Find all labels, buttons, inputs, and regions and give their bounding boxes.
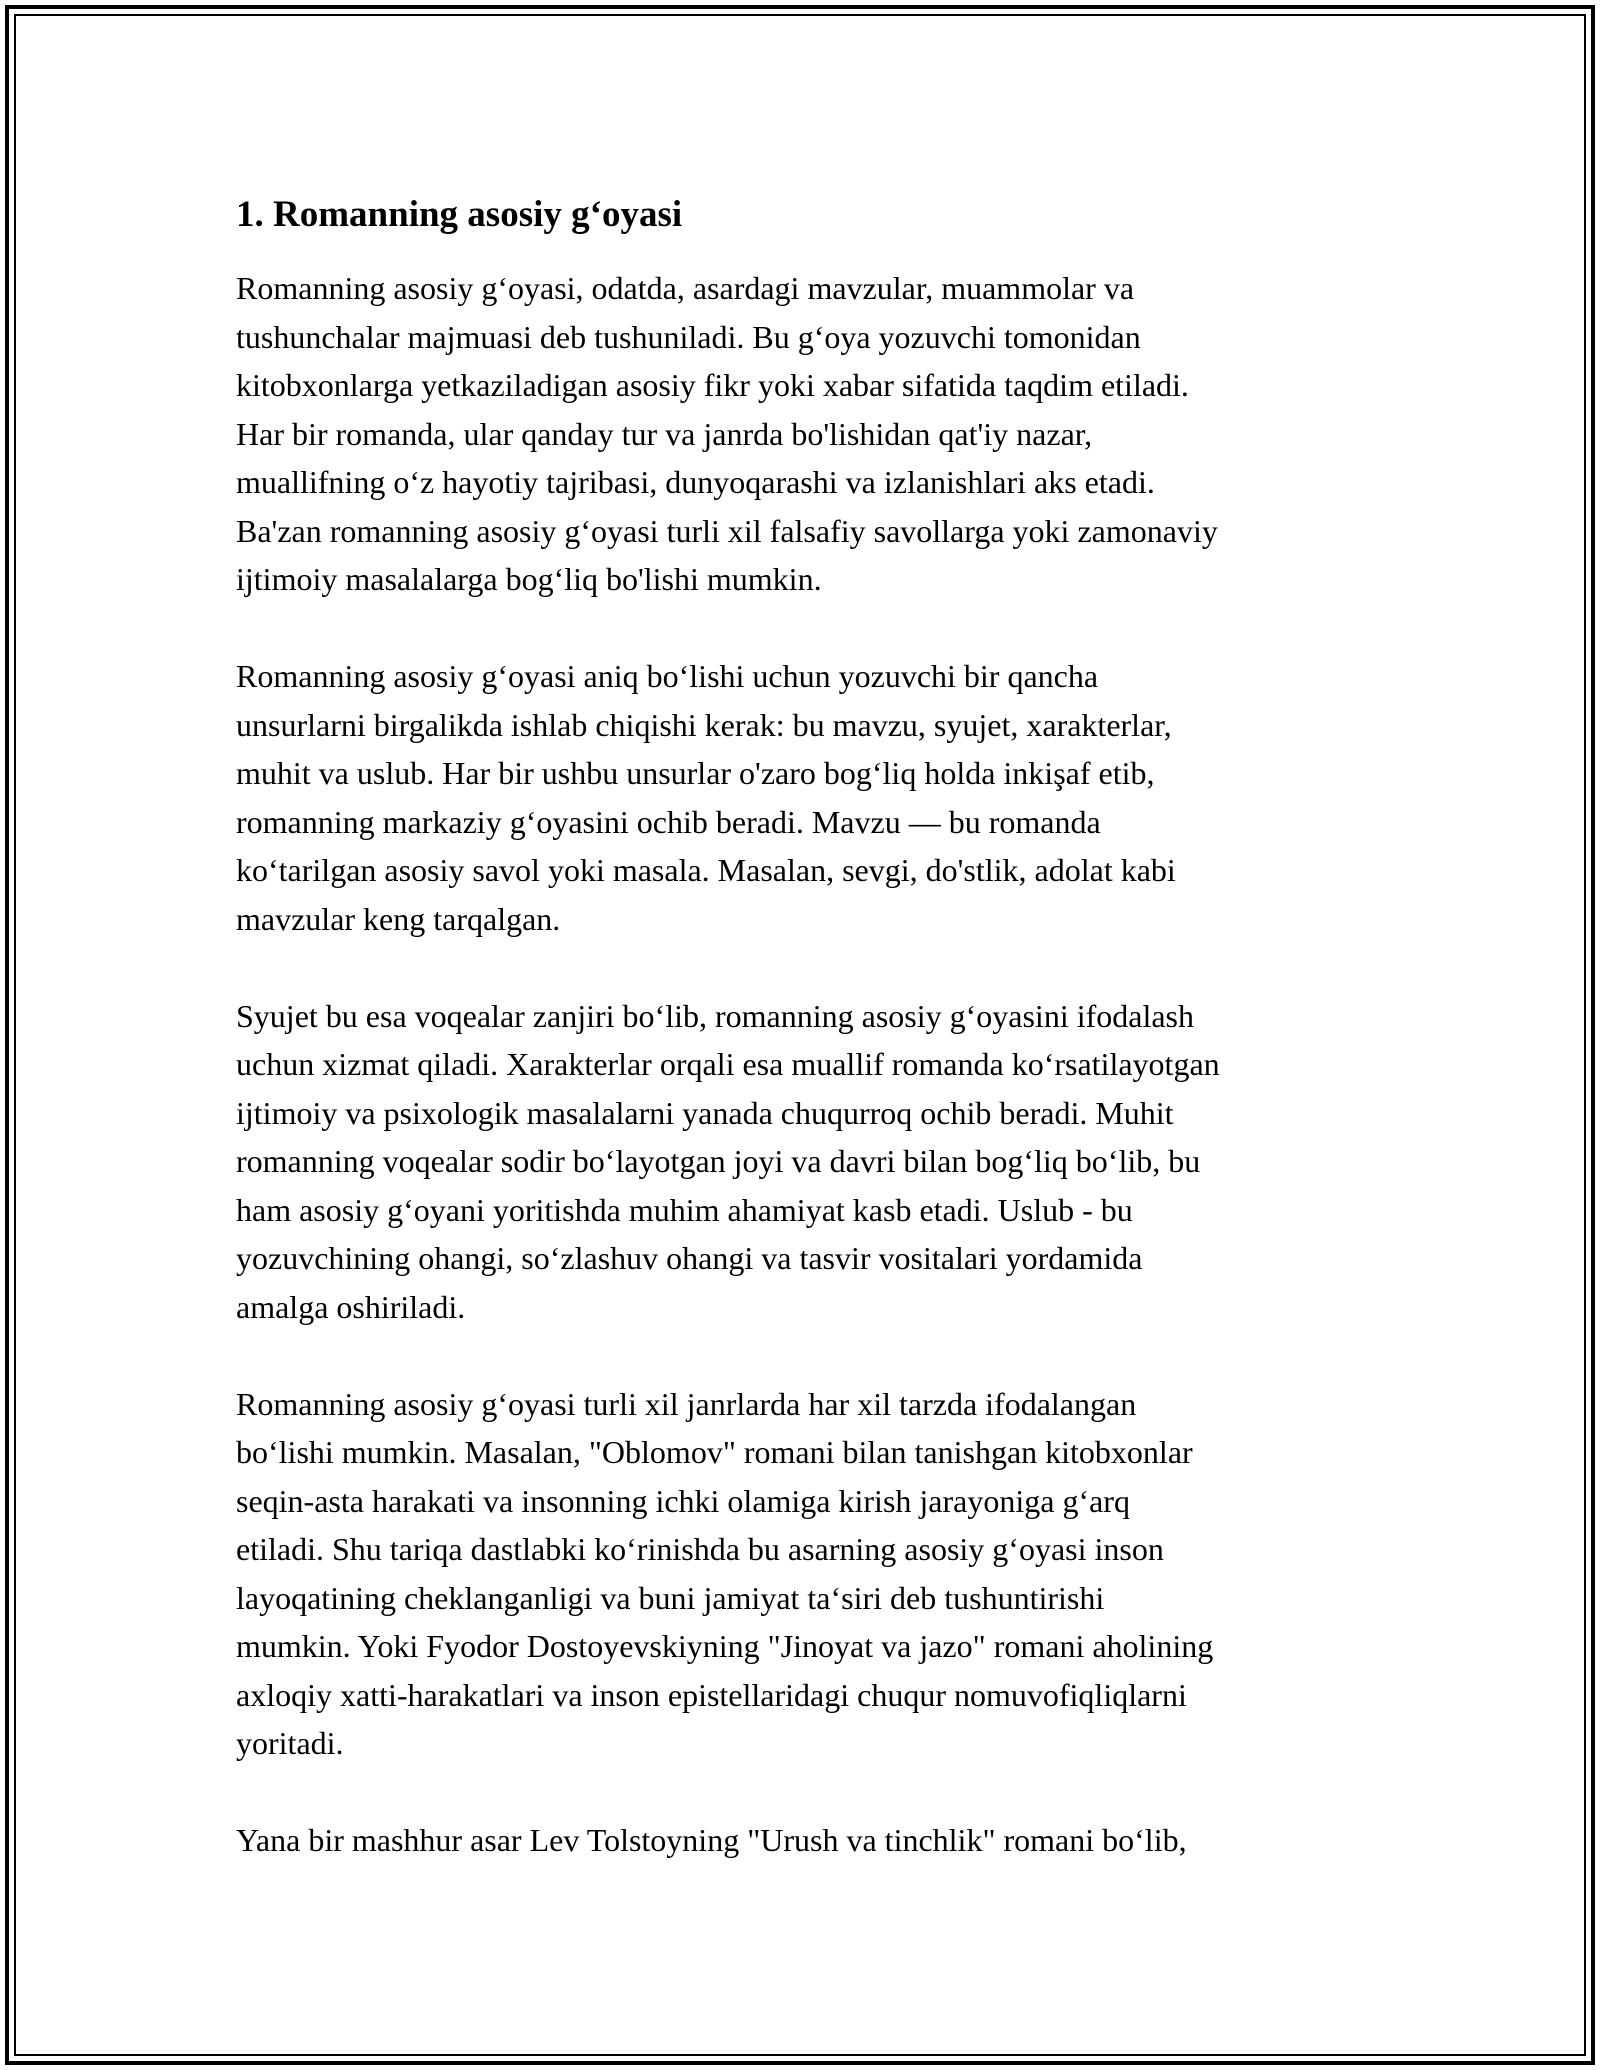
paragraph-list — [236, 264, 1366, 1865]
paragraph-line: Yana bir mashhur asar Lev Tolstoyning "Urush va tinchlik" romani bo‘lib, — [236, 1822, 1187, 1858]
paragraph — [236, 1816, 1366, 1865]
paragraph — [236, 992, 1366, 1332]
paragraph — [236, 264, 1366, 604]
paragraph — [236, 1380, 1366, 1768]
paragraph-line: mumkin. Yoki Fyodor Dostoyevskiyning "Jinoyat va jazo" romani aholining — [236, 1628, 1214, 1664]
paragraph-line: yozuvchining ohangi, so‘zlashuv ohangi va tasvir vositalari yordamida — [236, 1240, 1143, 1276]
paragraph-line: muallifning o‘z hayotiy tajribasi, dunyoqarashi va izlanishlari aks etadi. — [236, 464, 1155, 500]
paragraph-line: ijtimoiy va psixologik masalalarni yanada chuqurroq ochib beradi. Muhit — [236, 1094, 1174, 1131]
document-body — [236, 186, 1366, 1913]
paragraph-line: Syujet bu esa voqealar zanjiri bo‘lib, romanning asosiy g‘oyasini ifodalash — [236, 997, 1194, 1034]
paragraph-line: yoritadi. — [236, 1725, 344, 1761]
paragraph-line: muhit va uslub. Har bir ushbu unsurlar o'zaro bog‘liq holda inkişaf etib, — [236, 755, 1155, 791]
paragraph — [236, 652, 1366, 943]
paragraph-line: bo‘lishi mumkin. Masalan, "Oblomov" romani bilan tanishgan kitobxonlar — [236, 1434, 1193, 1470]
paragraph-line: axloqiy xatti-harakatlari va inson epistellaridagi chuqur nomuvofiqliqlarni — [236, 1676, 1187, 1713]
paragraph-line: kitobxonlarga yetkaziladigan asosiy fikr yoki xabar sifatida taqdim etiladi. — [236, 367, 1189, 403]
paragraph-line: ko‘tarilgan asosiy savol yoki masala. Masalan, sevgi, do'stlik, adolat kabi — [236, 852, 1176, 888]
paragraph-line: etiladi. Shu tariqa dastlabki ko‘rinishda bu asarning asosiy g‘oyasi inson — [236, 1531, 1164, 1567]
paragraph-line: romanning markaziy g‘oyasini ochib beradi. Mavzu — bu romanda — [236, 803, 1101, 840]
paragraph-line: Har bir romanda, ular qanday tur va janrda bo'lishidan qat'iy nazar, — [236, 415, 1093, 452]
paragraph-line: seqin-asta harakati va insonning ichki olamiga kirish jarayoniga g‘arq — [236, 1482, 1130, 1519]
paragraph-line: amalga oshiriladi. — [236, 1288, 466, 1325]
paragraph-line: mavzular keng tarqalgan. — [236, 900, 561, 937]
paragraph-line: Romanning asosiy g‘oyasi, odatda, asardagi mavzular, muammolar va — [236, 270, 1135, 306]
paragraph-line: Romanning asosiy g‘oyasi turli xil janrlarda har xil tarzda ifodalangan — [236, 1385, 1137, 1422]
paragraph-line: uchun xizmat qiladi. Xarakterlar orqali esa muallif romanda ko‘rsatilayotgan — [236, 1046, 1220, 1082]
paragraph-line: Ba'zan romanning asosiy g‘oyasi turli xil falsafiy savollarga yoki zamonaviy — [236, 512, 1218, 549]
paragraph-line: ijtimoiy masalalarga bog‘liq bo'lishi mumkin. — [236, 561, 822, 597]
paragraph-line: Romanning asosiy g‘oyasi aniq bo‘lishi uchun yozuvchi bir qancha — [236, 658, 1099, 694]
paragraph-line: romanning voqealar sodir bo‘layotgan joyi va davri bilan bog‘liq bo‘lib, bu — [236, 1143, 1201, 1179]
paragraph-line: tushunchalar majmuasi deb tushuniladi. Bu g‘oya yozuvchi tomonidan — [236, 318, 1141, 355]
paragraph-line: ham asosiy g‘oyani yoritishda muhim ahamiyat kasb etadi. Uslub - bu — [236, 1191, 1133, 1228]
paragraph-line: layoqatining cheklanganligi va buni jamiyat ta‘siri deb tushuntirishi — [236, 1579, 1105, 1616]
section-heading: 1. Romanning asosiy g‘oyasi — [236, 194, 683, 235]
paragraph-line: unsurlarni birgalikda ishlab chiqishi kerak: bu mavzu, syujet, xarakterlar, — [236, 706, 1172, 743]
